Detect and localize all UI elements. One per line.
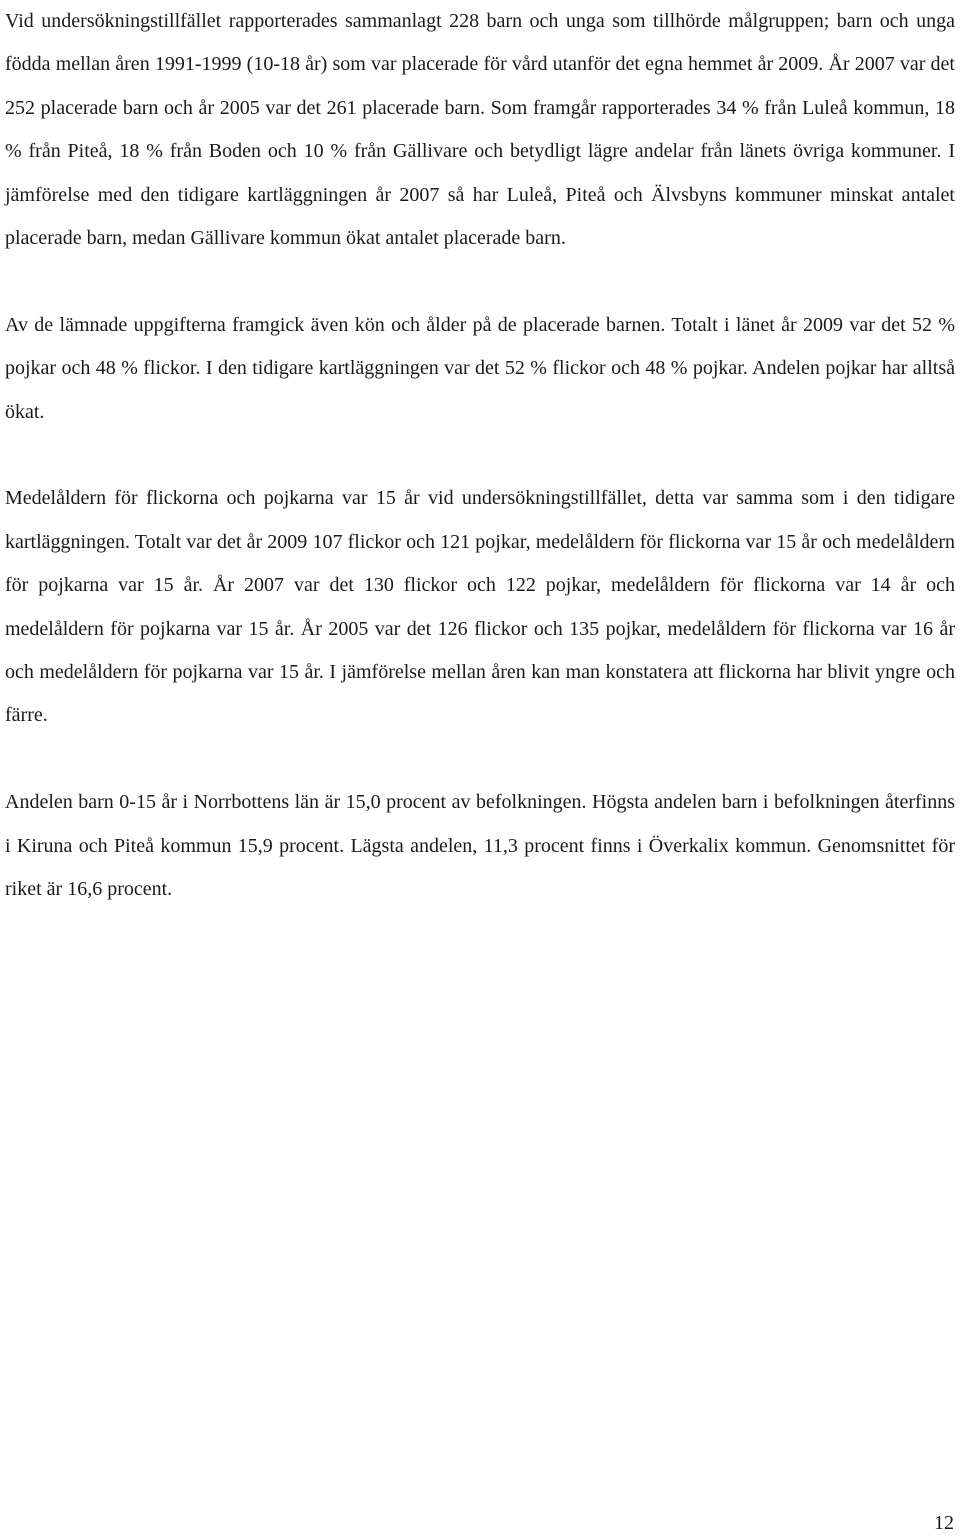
paragraph-placed-children: Vid undersökningstillfället rapporterades sammanlagt 228 barn och unga som tillhörde målgruppen; barn och unga födda mellan åren 1991-1999 (10-18 år) som var placerade för vård utanför det egna hemmet år 2009. År 2007 var det 252 placerade barn och år 2005 var det 261 placerade barn. Som framgår rapporterades 34 % från Luleå kommun, 18 % från Piteå, 18 % från Boden och 10 % från Gällivare och betydligt lägre andelar från länets övriga kommuner. I jämförelse med den tidigare kartläggningen år 2007 så har Luleå, Piteå och Älvsbyns kommuner minskat antalet placerade barn, medan Gällivare kommun ökat antalet placerade barn. — [5, 10, 955, 250]
paragraph-population-share: Andelen barn 0-15 år i Norrbottens län är 15,0 procent av befolkningen. Högsta andelen barn i befolkningen återfinns i Kiruna och Piteå kommun 15,9 procent. Lägsta andelen, 11,3 procent finns i Överkalix kommun. Genomsnittet för riket är 16,6 procent. — [5, 791, 955, 901]
paragraph-average-age: Medelåldern för flickorna och pojkarna var 15 år vid undersökningstillfället, detta var samma som i den tidigare kartläggningen. Totalt var det år 2009 107 flickor och 121 pojkar, medelåldern för flickorna var 15 år och medelåldern för pojkarna var 15 år. År 2007 var det 130 flickor och 122 pojkar, medelåldern för flickorna var 14 år och medelåldern för pojkarna var 15 år. År 2005 var det 126 flickor och 135 pojkar, medelåldern för flickorna var 16 år och medelåldern för pojkarna var 15 år. I jämförelse mellan åren kan man konstatera att flickorna har blivit yngre och färre. — [5, 487, 955, 727]
document-page — [5, 0, 955, 911]
paragraph-gender: Av de lämnade uppgifterna framgick även kön och ålder på de placerade barnen. Totalt i länet år 2009 var det 52 % pojkar och 48 % flickor. I den tidigare kartläggningen var det 52 % flickor och 48 % pojkar. Andelen pojkar har alltså ökat. — [5, 313, 955, 423]
page-number: 12 — [934, 1512, 954, 1534]
